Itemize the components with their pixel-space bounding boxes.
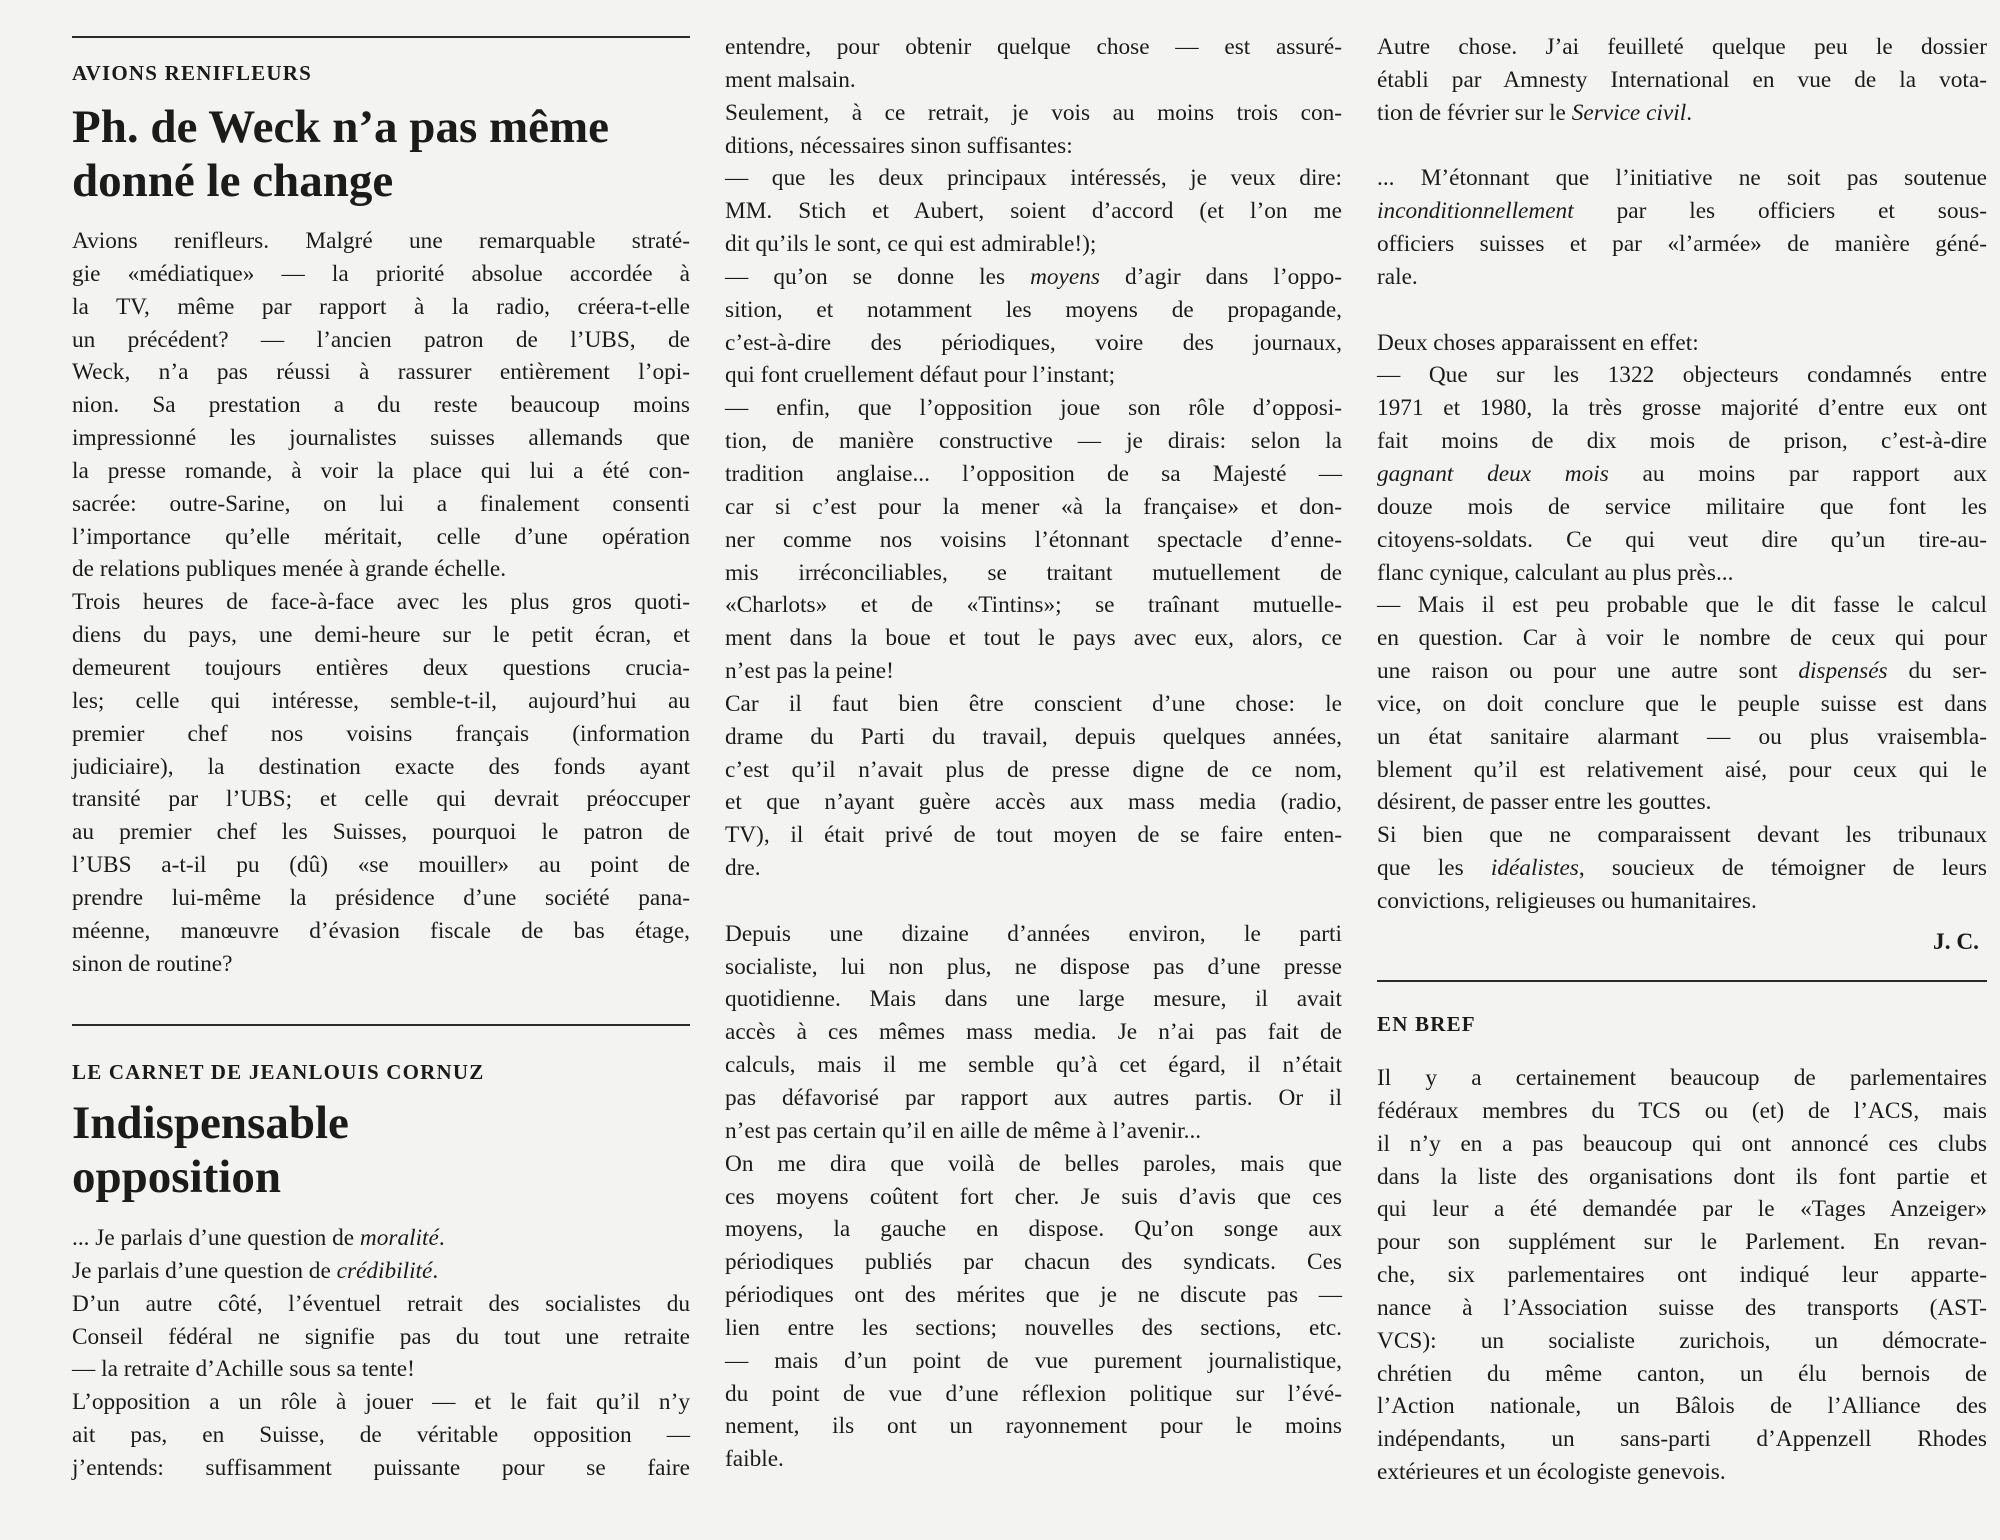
text-line: faible. [725, 1446, 784, 1473]
text-run: par les officiers et sous- [1573, 198, 1987, 225]
text-line: il n’y en a pas beaucoup qui ont annoncé ces clubs [1377, 1130, 1987, 1157]
article-body-carnet-part1 [72, 1222, 690, 1485]
text-line: tion, de manière constructive — je dirais: selon la [725, 428, 1342, 455]
paragraph [725, 162, 1342, 261]
text-line: sinon de routine? [72, 950, 233, 977]
paragraph [1377, 31, 1987, 130]
text-line: D’un autre côté, l’éventuel retrait des socialistes du [72, 1290, 690, 1317]
text-line [1377, 195, 1987, 228]
text-run: . [1686, 99, 1693, 126]
text-line: L’opposition a un rôle à jouer — et le fait qu’il n’y [72, 1389, 690, 1416]
text-run: d’agir dans l’oppo- [1099, 263, 1342, 290]
text-line: prendre lui-même la présidence d’une société pana- [72, 884, 690, 911]
text-line: mis irréconciliables, se traitant mutuellement de [725, 559, 1342, 586]
text-line: Weck, n’a pas réussi à rassurer entièrement l’opi- [72, 359, 690, 386]
text-run: , soucieux de témoigner de leurs [1578, 855, 1987, 882]
emphasis-moyens: moyens [1030, 263, 1100, 290]
text-line: qui font cruellement défaut pour l’instant; [725, 362, 1116, 389]
paragraph-gap [1377, 130, 1987, 163]
emphasis-moralite: moralité [359, 1225, 439, 1251]
text-run: du ser- [1887, 658, 1988, 685]
text-line: un état sanitaire alarmant — ou plus vraisembla- [1377, 723, 1987, 750]
text-line: socialiste, lui non plus, ne dispose pas d’une presse [725, 953, 1342, 980]
text-run: . [438, 1225, 445, 1251]
headline-line-1: Indispensable [72, 1097, 349, 1149]
text-line: — la retraite d’Achille sous sa tente! [72, 1356, 415, 1383]
text-line: — Que sur les 1322 objecteurs condamnés entre [1377, 362, 1987, 389]
headline-line-2: opposition [72, 1151, 281, 1203]
paragraph [72, 1386, 690, 1485]
headline-ph-de-weck [72, 100, 609, 208]
text-run: — qu’on se donne les [725, 263, 1031, 290]
text-line: Avions renifleurs. Malgré une remarquable straté- [72, 228, 690, 254]
text-line: l’Action nationale, un Bâlois de l’Alliance des [1377, 1393, 1987, 1420]
text-line: j’entends: suffisamment puissante pour se faire [72, 1454, 690, 1481]
text-line: demeurent toujours entières deux questions crucia- [72, 654, 690, 681]
paragraph-gap [725, 885, 1342, 918]
text-line: accès à ces mêmes mass media. Je n’ai pas fait de [725, 1019, 1342, 1046]
paragraph [1377, 359, 1987, 589]
text-line: l’importance qu’elle méritait, celle d’une opération [72, 523, 690, 550]
section-divider-rule [1377, 980, 1987, 982]
text-run: une raison ou pour une autre sont [1377, 658, 1799, 685]
author-signature: J. C. [1933, 929, 1979, 955]
paragraph [725, 392, 1342, 688]
text-line: l’UBS a-t-il pu (dû) «se mouiller» au point de [72, 852, 690, 879]
article-body-carnet-part2 [725, 31, 1342, 1476]
section-divider-rule [72, 1024, 690, 1026]
text-line [72, 1255, 690, 1288]
text-line: du point de vue d’une réflexion politique sur l’évé- [725, 1380, 1342, 1407]
emphasis-inconditionnellement: inconditionnellement [1377, 198, 1574, 225]
emphasis-credibilite: crédibilité [336, 1257, 433, 1284]
text-line: nion. Sa prestation a du reste beaucoup moins [72, 392, 690, 419]
text-line: officiers suisses et par «l’armée» de manière géné- [1377, 231, 1987, 258]
text-line: pas défavorisé par rapport aux autres partis. Or il [725, 1085, 1342, 1111]
text-line: en question. Car à voir le nombre de ceux qui pour [1377, 625, 1987, 652]
paragraph [725, 31, 1342, 97]
emphasis-gagnant-deux-mois: gagnant deux mois [1377, 460, 1609, 487]
text-line: calculs, mais il me semble qu’à cet égard, il n’était [725, 1052, 1342, 1079]
text-line: Il y a certainement beaucoup de parlementaires [1377, 1065, 1987, 1091]
text-line: pour son supplément sur le Parlement. En revan- [1377, 1229, 1987, 1256]
text-line: ment dans la boue et tout le pays avec eux, alors, ce [725, 625, 1342, 652]
text-line: au premier chef les Suisses, pourquoi le patron de [72, 819, 690, 846]
text-line: fait moins de dix mois de prison, c’est-à-dire [1377, 428, 1987, 455]
text-line: judiciaire), la destination exacte des fonds ayant [72, 753, 690, 780]
text-line: premier chef nos voisins français (information [72, 720, 690, 747]
text-line: 1971 et 1980, la très grosse majorité d’entre eux ont [1377, 395, 1987, 422]
text-line: sacrée: outre-Sarine, on lui a finalement consenti [72, 490, 690, 517]
paragraph-gap [1377, 294, 1987, 327]
text-line: dit qu’ils le sont, ce qui est admirable!); [725, 231, 1097, 258]
text-line: Depuis une dizaine d’années environ, le parti [725, 920, 1342, 947]
text-line [1377, 852, 1987, 885]
text-line: et que n’ayant guère accès aux mass media (radio, [725, 789, 1342, 816]
text-run: . [432, 1257, 439, 1284]
kicker-carnet-cornuz: LE CARNET DE JEANLOUIS CORNUZ [72, 1060, 485, 1084]
text-line: ditions, nécessaires sinon suffisantes: [725, 132, 1073, 159]
text-line: Trois heures de face-à-face avec les plus gros quoti- [72, 589, 690, 616]
text-line: la presse romande, à voir la place qui lui a été con- [72, 457, 690, 484]
text-line: — mais d’un point de vue purement journalistique, [725, 1347, 1342, 1374]
text-line: Deux choses apparaissent en effet: [1377, 329, 1699, 356]
paragraph [1377, 162, 1987, 293]
text-line: Conseil fédéral ne signifie pas du tout une retraite [72, 1323, 690, 1350]
text-line: convictions, religieuses ou humanitaires. [1377, 887, 1757, 914]
text-line: nance à l’Association suisse des transports (AST- [1377, 1294, 1987, 1321]
text-line: désirent, de passer entre les gouttes. [1377, 789, 1712, 816]
paragraph [725, 918, 1342, 1148]
column-top-rule [72, 36, 690, 38]
text-line: blement qu’il est relativement aisé, pour ceux qui le [1377, 756, 1987, 783]
text-line: ner comme nos voisins l’étonnant spectacle d’enne- [725, 526, 1342, 553]
text-line [1377, 97, 1987, 130]
text-line: rale. [1377, 263, 1418, 290]
text-line: sition, et notamment les moyens de propagande, [725, 296, 1342, 323]
text-run: que les [1377, 855, 1491, 882]
text-line: indépendants, un sans-parti d’Appenzell Rhodes [1377, 1426, 1987, 1453]
text-line: drame du Parti du travail, depuis quelques années, [725, 723, 1342, 750]
headline-line-1: Ph. de Weck n’a pas même [72, 101, 610, 153]
paragraph [1377, 819, 1987, 918]
article-body-en-bref [1377, 1062, 1987, 1489]
text-line [1377, 655, 1987, 688]
paragraph [72, 1222, 690, 1255]
text-line: fédéraux membres du TCS ou (et) de l’ACS, mais [1377, 1097, 1987, 1124]
text-line: tradition anglaise... l’opposition de sa Majesté — [725, 460, 1342, 487]
text-line: diens du pays, une demi-heure sur le petit écran, et [72, 622, 690, 649]
article-body-carnet-part3 [1377, 31, 1987, 918]
text-line: Car il faut bien être conscient d’une chose: le [725, 690, 1342, 717]
kicker-avions-renifleurs: AVIONS RENIFLEURS [72, 61, 312, 85]
text-line: méenne, manœuvre d’évasion fiscale de bas étage, [72, 917, 690, 944]
text-line: ment malsain. [725, 66, 856, 93]
text-line: ait pas, en Suisse, de véritable opposition — [72, 1422, 690, 1449]
text-line [72, 1222, 690, 1255]
paragraph [725, 261, 1342, 392]
paragraph [72, 586, 690, 980]
text-line: n’est pas certain qu’il en aille de même à l’avenir... [725, 1117, 1202, 1144]
text-line: citoyens-soldats. Ce qui veut dire qu’un tire-au- [1377, 526, 1987, 553]
text-line: «Charlots» et de «Tintins»; se traînant mutuelle- [725, 592, 1342, 619]
text-line: On me dira que voilà de belles paroles, mais que [725, 1150, 1342, 1177]
emphasis-service-civil: Service civil [1571, 99, 1687, 126]
text-line: Seulement, à ce retrait, je vois au moins trois con- [725, 99, 1342, 126]
text-line: gie «médiatique» — la priorité absolue accordée à [72, 260, 690, 287]
text-line: de relations publiques menée à grande échelle. [72, 556, 507, 583]
text-line: — que les deux principaux intéressés, je veux dire: [725, 165, 1342, 192]
text-line: dre. [725, 855, 761, 882]
text-line: périodiques ont des mérites que je ne discute pas — [725, 1282, 1342, 1309]
text-line: impressionné les journalistes suisses allemands que [72, 425, 690, 452]
text-line: VCS): un socialiste zurichois, un démocrate- [1377, 1327, 1987, 1354]
text-line: car si c’est pour la mener «à la française» et don- [725, 493, 1342, 520]
text-line: MM. Stich et Aubert, soient d’accord (et l’on me [725, 198, 1342, 225]
text-line: che, six parlementaires ont indiqué leur apparte- [1377, 1262, 1987, 1289]
text-line: chrétien du même canton, un élu bernois de [1377, 1360, 1987, 1387]
emphasis-idealistes: idéalistes [1490, 855, 1579, 882]
headline-line-2: donné le change [72, 155, 394, 207]
text-run: tion de février sur le [1377, 99, 1572, 126]
emphasis-dispenses: dispensés [1798, 658, 1888, 685]
text-line: TV), il était privé de tout moyen de se faire enten- [725, 822, 1342, 849]
paragraph [725, 97, 1342, 163]
paragraph [1377, 589, 1987, 819]
text-line: c’est qu’il n’avait plus de presse digne de ce nom, [725, 756, 1342, 783]
text-line: flanc cynique, calculant au plus près... [1377, 559, 1734, 586]
text-line: moyens, la gauche en dispose. Qu’on songe aux [725, 1216, 1342, 1243]
text-line: périodiques publiés par chacun des syndicats. Ces [725, 1249, 1342, 1276]
text-line: la TV, même par rapport à la radio, créera-t-elle [72, 293, 690, 320]
text-line: vice, on doit conclure que le peuple suisse est dans [1377, 690, 1987, 717]
text-line: nement, ils ont un rayonnement pour le moins [725, 1413, 1342, 1440]
text-line: ... M’étonnant que l’initiative ne soit pas soutenue [1377, 165, 1987, 192]
text-line: un précédent? — l’ancien patron de l’UBS, de [72, 326, 690, 353]
text-line: Autre chose. J’ai feuilleté quelque peu le dossier [1377, 34, 1987, 60]
text-line: dans la liste des organisations dont ils font partie et [1377, 1163, 1987, 1190]
paragraph [72, 225, 690, 586]
paragraph [725, 688, 1342, 885]
article-body-avions [72, 225, 690, 980]
text-line: c’est-à-dire des périodiques, voire des journaux, [725, 329, 1342, 356]
text-line: — Mais il est peu probable que le dit fasse le calcul [1377, 592, 1987, 619]
text-line: qui leur a été demandée par le «Tages Anzeiger» [1377, 1196, 1987, 1223]
text-run: ... Je parlais d’une question de [72, 1225, 360, 1251]
text-line: quotidienne. Mais dans une large mesure, il avait [725, 986, 1342, 1013]
paragraph [72, 1255, 690, 1288]
paragraph [1377, 327, 1987, 360]
text-line: douze mois de service militaire que font les [1377, 493, 1987, 520]
text-run: Je parlais d’une question de [72, 1257, 337, 1284]
text-line: transité par l’UBS; et celle qui devrait préoccuper [72, 786, 690, 813]
text-line: établi par Amnesty International en vue de la vota- [1377, 66, 1987, 93]
paragraph [725, 1148, 1342, 1476]
paragraph [1377, 1062, 1987, 1489]
text-line: n’est pas la peine! [725, 658, 894, 685]
text-line: les; celle qui intéresse, semble-t-il, aujourd’hui au [72, 687, 690, 714]
paragraph [72, 1288, 690, 1387]
headline-indispensable-opposition [72, 1096, 349, 1204]
text-line: — enfin, que l’opposition joue son rôle d’opposi- [725, 395, 1342, 422]
text-line: entendre, pour obtenir quelque chose — est assuré- [725, 34, 1342, 60]
text-line: ces moyens coûtent fort cher. Je suis d’avis que ces [725, 1183, 1342, 1210]
text-line: Si bien que ne comparaissent devant les tribunaux [1377, 822, 1987, 849]
text-line: extérieures et un écologiste genevois. [1377, 1459, 1726, 1486]
text-run: au moins par rapport aux [1608, 460, 1987, 487]
text-line: lien entre les sections; nouvelles des sections, etc. [725, 1314, 1342, 1341]
kicker-en-bref: EN BREF [1377, 1012, 1476, 1036]
text-line [725, 261, 1342, 294]
text-line [1377, 458, 1987, 491]
